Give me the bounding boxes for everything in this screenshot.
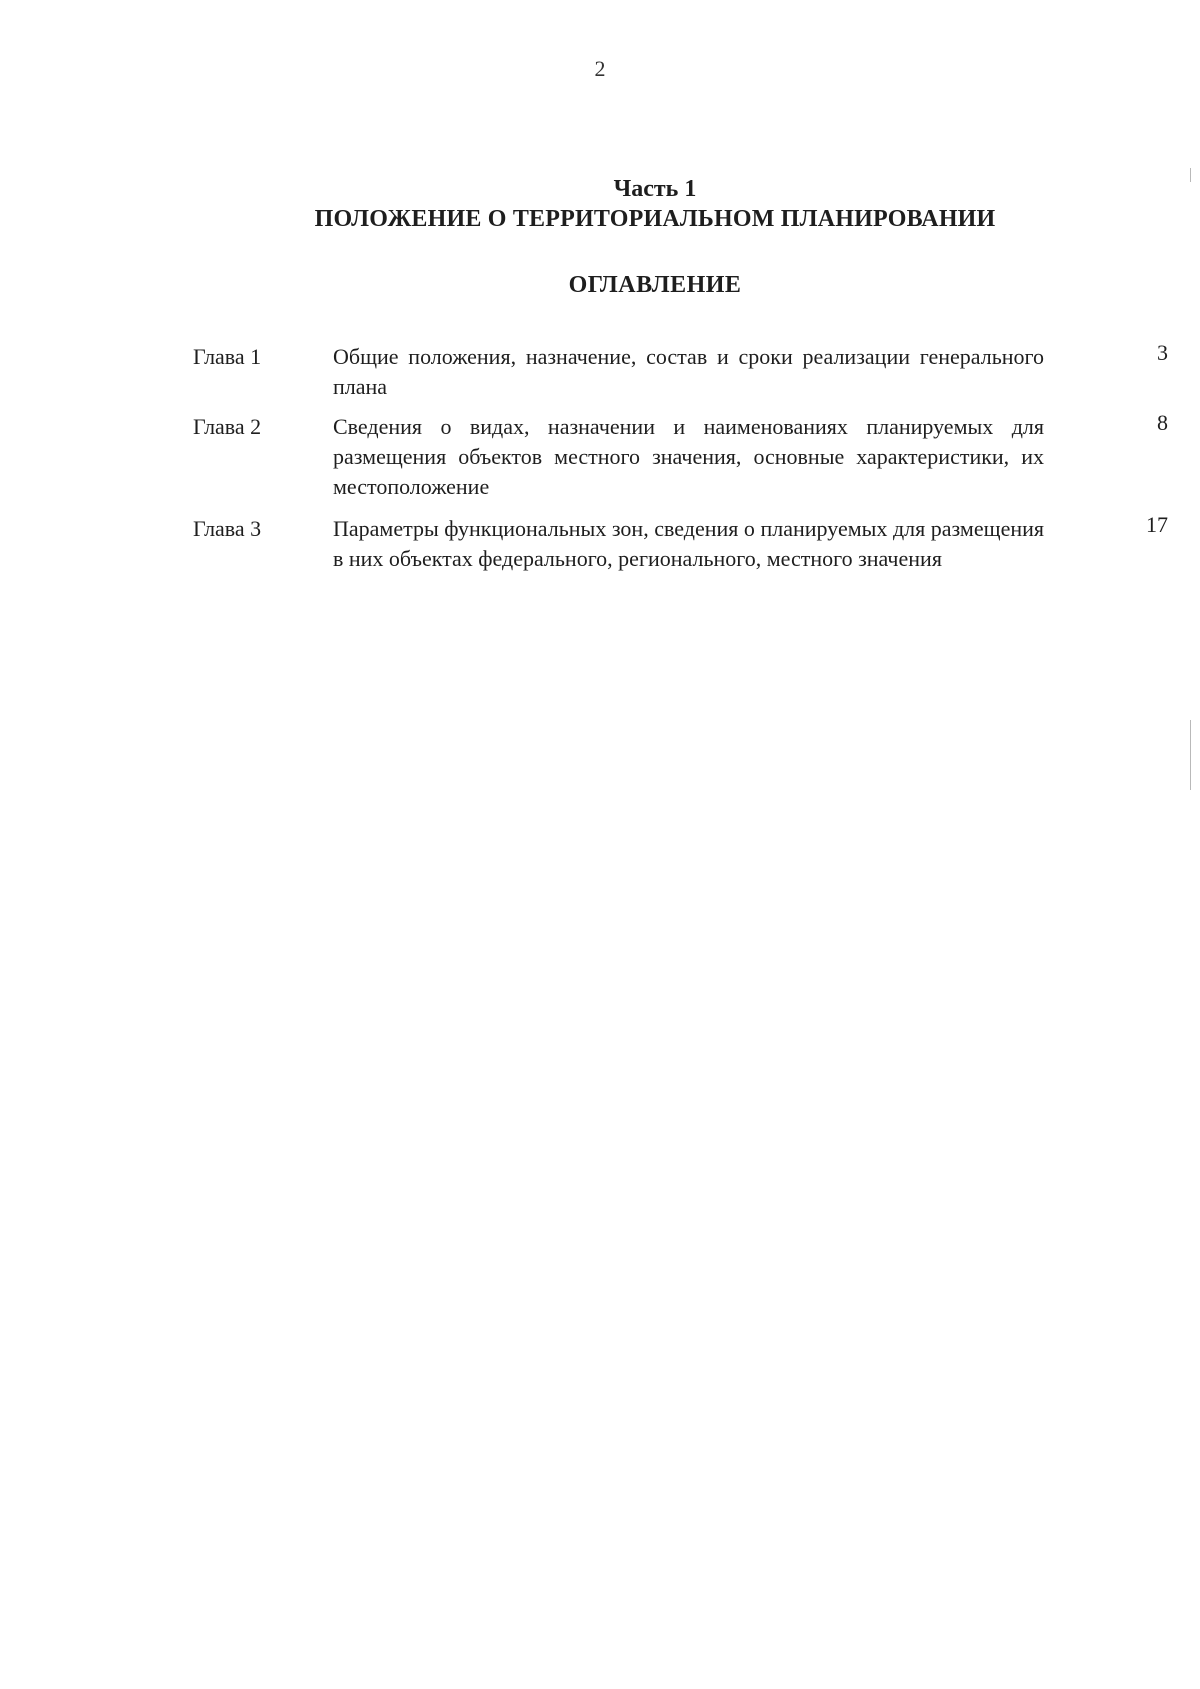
chapter-page-number: 17 (1146, 512, 1168, 537)
chapter-page-number: 8 (1157, 410, 1168, 435)
scan-edge-mark (1190, 168, 1191, 182)
document-title: ПОЛОЖЕНИЕ О ТЕРРИТОРИАЛЬНОМ ПЛАНИРОВАНИИ (314, 206, 996, 232)
page-number: 2 (594, 56, 606, 81)
part-title: Часть 1 (613, 176, 697, 202)
chapter-label: Глава 3 (193, 516, 262, 541)
chapter-label: Глава 2 (193, 414, 262, 439)
chapter-page-number: 3 (1157, 340, 1168, 365)
scan-edge-mark (1190, 720, 1191, 790)
chapter-label: Глава 1 (193, 344, 262, 369)
chapter-title: Общие положения, назначение, состав и сроки реализации генерального плана (333, 344, 1044, 399)
chapter-title: Сведения о видах, назначении и наименованиях планируемых для размещения объектов местного значения, основные характеристики, их местоположение (333, 414, 1044, 499)
chapter-title: Параметры функциональных зон, сведения о планируемых для размещения в них объектах федерального, регионального, местного значения (333, 516, 1044, 571)
toc-heading: ОГЛАВЛЕНИЕ (568, 272, 742, 298)
